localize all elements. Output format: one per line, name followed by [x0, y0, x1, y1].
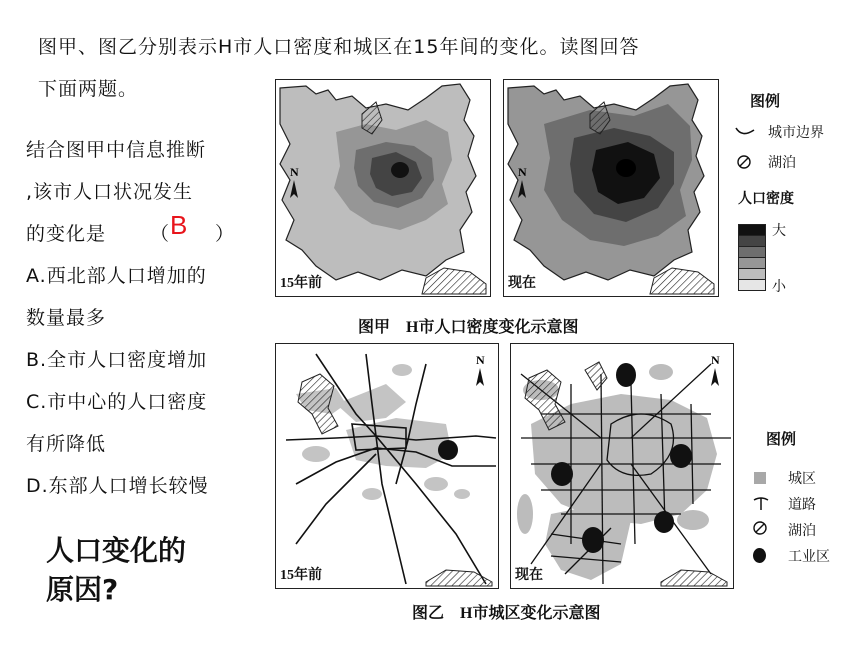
urban-map-before	[275, 343, 499, 589]
map-label-now: 现在	[508, 276, 536, 291]
lake-icon	[752, 520, 768, 536]
density-swatch	[738, 247, 766, 258]
road-icon	[752, 494, 770, 512]
density-scale	[738, 224, 764, 291]
legend-road: 道路	[788, 498, 816, 513]
option-c-line-1: C.市中心的人口密度	[26, 391, 208, 413]
density-map-now-graphic	[504, 80, 718, 296]
legend-title: 图例	[766, 432, 797, 448]
density-swatch	[738, 269, 766, 280]
legend-urban: 城区	[788, 472, 816, 487]
figure-b-caption: 图乙 H市城区变化示意图	[412, 605, 601, 622]
density-swatch	[738, 224, 766, 236]
boundary-icon	[734, 124, 756, 138]
urban-area-icon	[754, 472, 766, 484]
legend-boundary: 城市边界	[768, 126, 824, 141]
option-b: B.全市人口密度增加	[26, 349, 208, 371]
option-c-line-2: 有所降低	[26, 433, 107, 455]
question-line-2: 下面两题。	[38, 78, 139, 100]
legend-low: 小	[772, 280, 786, 295]
option-a-line-1: A.西北部人口增加的	[26, 265, 207, 287]
industry-icon	[753, 548, 766, 563]
north-arrow-icon	[476, 368, 484, 386]
figure-a-caption: 图甲 H市人口密度变化示意图	[358, 319, 579, 336]
subquestion-line-2: ,该市人口状况发生	[26, 181, 194, 203]
density-map-now	[503, 79, 719, 297]
north-label: N	[290, 165, 299, 179]
urban-map-label-now: 现在	[515, 568, 543, 583]
paren-close: ）	[215, 223, 236, 245]
legend-industry: 工业区	[788, 550, 830, 565]
question-line-1: 图甲、图乙分别表示H市人口密度和城区在15年间的变化。读图回答	[38, 36, 640, 58]
legend-lake: 湖泊	[788, 524, 816, 539]
density-swatch	[738, 258, 766, 269]
legend-lake: 湖泊	[768, 156, 796, 171]
legend-title: 图例	[750, 94, 781, 110]
option-d: D.东部人口增长较慢	[26, 475, 209, 497]
legend-density-title: 人口密度	[738, 192, 794, 207]
north-arrow-icon	[711, 368, 719, 386]
legend-high: 大	[772, 224, 786, 239]
answer-mark: B	[170, 210, 188, 240]
density-swatch	[738, 236, 766, 247]
urban-map-now-graphic	[511, 344, 733, 588]
map-label-before: 15年前	[280, 276, 322, 291]
paren-open: （	[150, 223, 171, 245]
option-a-line-2: 数量最多	[26, 307, 107, 329]
urban-legend	[744, 428, 856, 578]
big-question-line-1: 人口变化的	[46, 534, 187, 567]
density-map-before-graphic	[276, 80, 490, 296]
north-label: N	[518, 165, 527, 179]
north-label: N	[711, 353, 720, 367]
north-label: N	[476, 353, 485, 367]
urban-map-now	[510, 343, 734, 589]
density-swatch	[738, 280, 766, 291]
density-legend	[732, 86, 852, 301]
subquestion-line-1: 结合图甲中信息推断	[26, 139, 207, 161]
subquestion-line-3: 的变化是	[26, 223, 107, 245]
lake-icon	[736, 154, 752, 170]
urban-map-before-graphic	[276, 344, 498, 588]
density-map-before	[275, 79, 491, 297]
urban-map-label-before: 15年前	[280, 568, 322, 583]
big-question-line-2: 原因?	[46, 573, 119, 606]
